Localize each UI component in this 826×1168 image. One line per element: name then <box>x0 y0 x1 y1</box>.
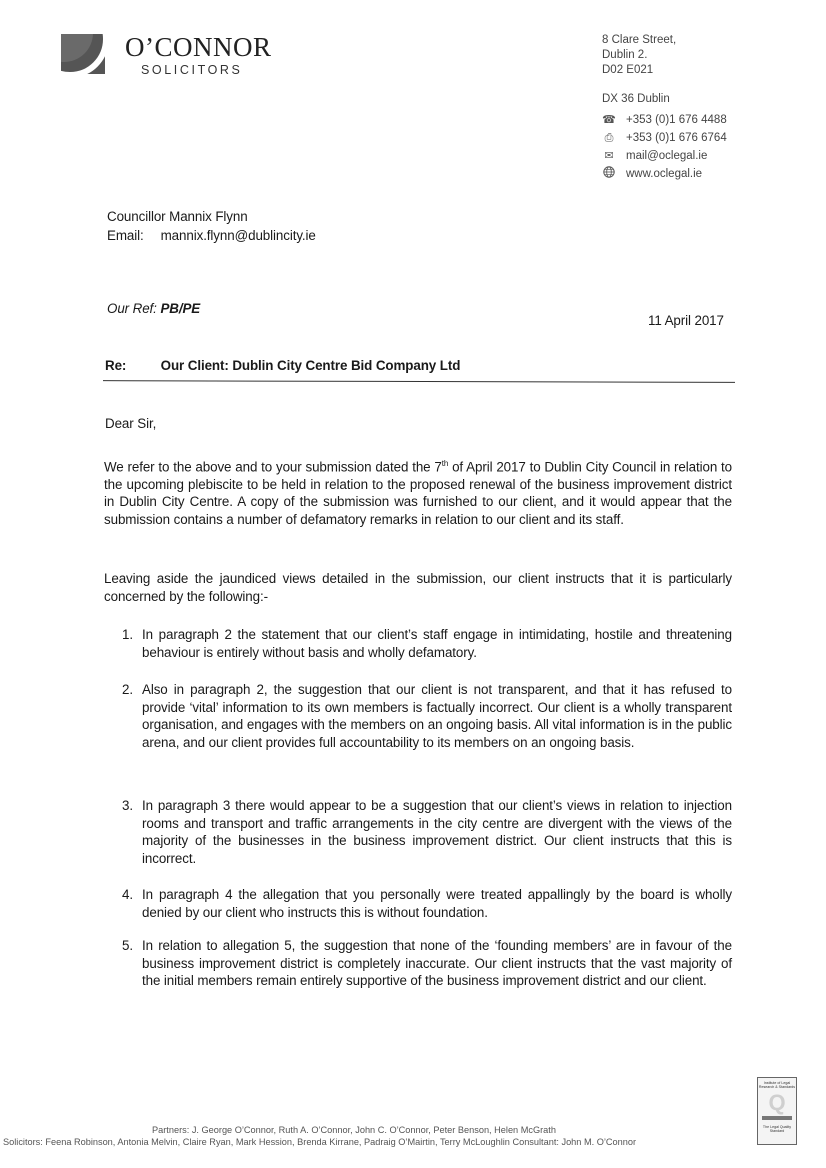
address-line: Dublin 2. <box>602 49 648 61</box>
list-item <box>122 681 732 751</box>
phone-number: +353 (0)1 676 4488 <box>626 113 727 126</box>
list-text: In paragraph 4 the allegation that you personally were treated appallingly by the board is wholly denied by our client who instructs this is without foundation. <box>142 887 732 920</box>
fax-number: +353 (0)1 676 6764 <box>626 131 727 144</box>
paragraph-concerns: Leaving aside the jaundiced views detailed in the submission, our client instructs that it is particularly concerned by the following:- <box>104 571 732 604</box>
recipient-email: mannix.flynn@dublincity.ie <box>160 228 316 243</box>
fax-icon: ⎙ <box>604 131 614 144</box>
firm-subtitle: SOLICITORS <box>141 63 243 77</box>
reference-value: PB/PE <box>160 301 201 316</box>
globe-icon <box>602 166 616 183</box>
recipient-name: Councillor Mannix Flynn <box>107 209 248 224</box>
list-text: In paragraph 2 the statement that our client’s staff engage in intimidating, hostile and threatening behaviour is entirely without basis and wholly defamatory. <box>142 627 732 660</box>
list-number: 1. <box>122 627 133 642</box>
list-item <box>122 886 732 921</box>
list-text: In paragraph 3 there would appear to be a suggestion that our client’s views in relation to injection rooms and transport and traffic arrangements in the city centre are divergent with the views of the majority of the businesses in the business improvement district. Our client instructs that this is incorrect. <box>142 798 732 866</box>
badge-stripe <box>762 1116 792 1120</box>
quality-standard-badge <box>757 1077 797 1145</box>
footer-solicitors: Solicitors: Feena Robinson, Antonia Melvin, Claire Ryan, Mark Hession, Brenda Kirrane, Padraig O’Mairtin, Terry McLoughlin Consultant: John M. O’Connor <box>3 1137 637 1147</box>
list-number: 2. <box>122 682 133 697</box>
our-reference <box>107 301 200 316</box>
list-number: 4. <box>122 887 133 902</box>
dx-number: DX 36 Dublin <box>602 93 670 105</box>
subject-divider <box>103 380 735 383</box>
salutation: Dear Sir, <box>105 416 157 431</box>
contact-phone <box>602 111 727 129</box>
list-item <box>122 626 732 661</box>
contact-web <box>602 165 727 183</box>
subject-label: Re: <box>105 358 127 373</box>
list-item <box>122 937 732 990</box>
firm-email: mail@oclegal.ie <box>626 149 708 162</box>
list-text: In relation to allegation 5, the suggestion that none of the ‘founding members’ are in favour of the business improvement district is completely inaccurate. Our client instructs that the vast majority of the initial members remain entirely supportive of the business improvement district and our client. <box>142 938 732 988</box>
firm-website: www.oclegal.ie <box>626 167 703 180</box>
firm-logo <box>61 34 272 77</box>
firm-logo-mark-icon <box>61 34 105 74</box>
address-line: 8 Clare Street, <box>602 34 677 46</box>
badge-q-icon: Q <box>768 1090 786 1115</box>
address-line: D02 E021 <box>602 64 654 76</box>
badge-bottom-text: The Legal Quality Standard <box>762 1125 792 1133</box>
firm-name: O’CONNOR <box>125 32 272 62</box>
list-item <box>122 797 732 867</box>
mail-icon: ✉ <box>604 149 614 162</box>
subject-line <box>105 358 735 373</box>
recipient-email-label: Email: <box>107 228 144 243</box>
list-number: 3. <box>122 798 133 813</box>
list-number: 5. <box>122 938 133 953</box>
paragraph-intro: We refer to the above and to your submission dated the 7th of April 2017 to Dublin City Council in relation to the upcoming plebiscite to be held in relation to the proposed renewal of the business improvement district in Dublin City Centre. A copy of the submission was furnished to our client, and it would appear that the submission contains a number of defamatory remarks in relation to our client and its staff. <box>104 459 732 527</box>
firm-address-block <box>602 33 727 183</box>
contact-fax <box>602 129 727 147</box>
phone-icon: ☎ <box>602 113 616 126</box>
list-text: Also in paragraph 2, the suggestion that our client is not transparent, and that it has refused to provide ‘vital’ information to its own members is factually incorrect. Our client is a wholly transparent organisation, and engages with the members on an ongoing basis. All vital information is in the public arena, and our client provides full accountability to its members on an ongoing basis. <box>142 682 732 750</box>
footer-partners: Partners: J. George O’Connor, Ruth A. O’Connor, John C. O’Connor, Peter Benson, Helen McGrath <box>152 1125 556 1135</box>
contact-email <box>602 147 727 165</box>
subject-text: Our Client: Dublin City Centre Bid Company Ltd <box>160 358 461 373</box>
letter-date: 11 April 2017 <box>648 313 724 328</box>
reference-label: Our Ref: <box>107 301 157 316</box>
recipient-block <box>107 207 316 245</box>
badge-top-text: Institute of Legal Research & Standards <box>758 1081 796 1089</box>
